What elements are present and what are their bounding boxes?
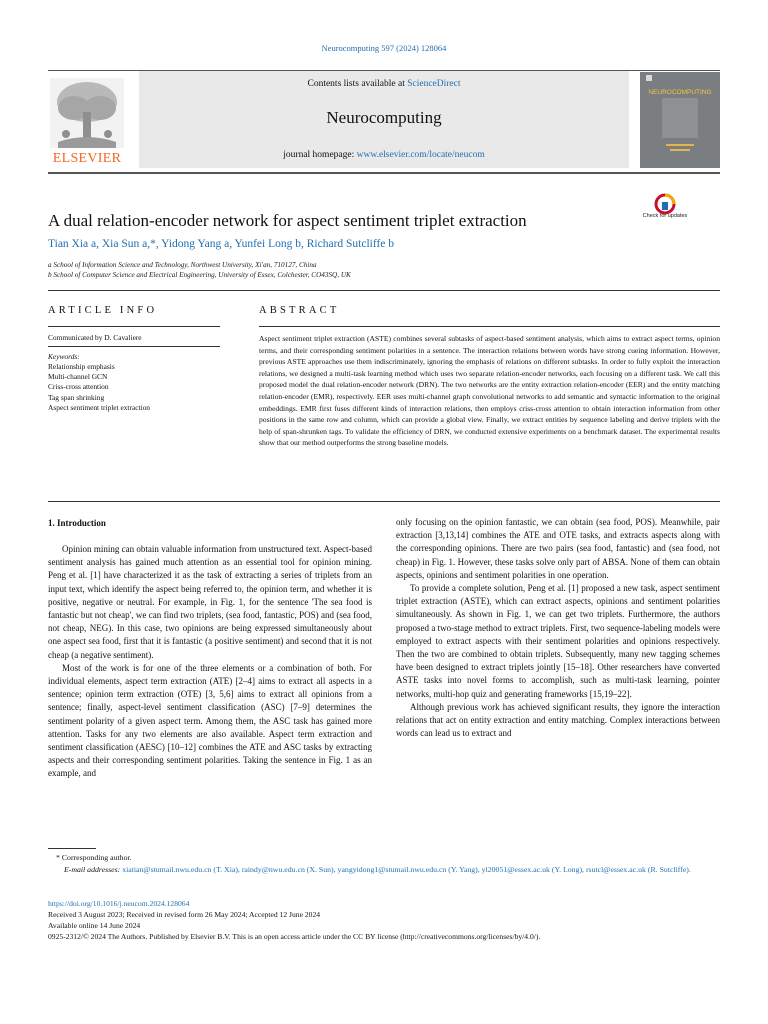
corresponding-author-note: * Corresponding author.: [56, 853, 132, 862]
journal-citation-link[interactable]: Neurocomputing 597 (2024) 128064: [321, 43, 447, 53]
article-title: A dual relation-encoder network for aspect sentiment triplet extraction: [48, 211, 527, 230]
footnote-rule: [48, 848, 96, 849]
cover-decoration: [640, 72, 720, 168]
affiliation-b: b School of Computer Science and Electrical Engineering, University of Essex, Colchester, CO43SQ, UK: [48, 271, 351, 279]
received-dates: Received 3 August 2023; Received in revised form 26 May 2024; Accepted 12 June 2024: [48, 910, 321, 919]
article-info-heading: ARTICLE INFO: [48, 305, 158, 316]
keywords-rule: [48, 346, 220, 347]
doi-link[interactable]: https://doi.org/10.1016/j.neucom.2024.128064: [48, 899, 190, 908]
paragraph: Most of the work is for one of the three elements or a combination of both. For individual elements, aspect term extraction (ATE) [2–4] aims to extract all aspects in a sentence; opinion term extraction (OTE) [3, 5,6] aims to extract all opinions from a sentence; finally, aspect-level sentiment classification (ASC) [7–9] determines the sentiment polarity of a given aspect term. Among them, the ASC task has gained more attention. Tasks for any two elements are also available. Aspect term extraction and sentiment classification (AESC) [10–12] combines the ATE and ASC tasks by extracting aspects and their corresponding sentiment polarities. Taking the sentence in Fig. 1 as an example, and: [48, 662, 372, 779]
keyword: Criss-cross attention: [48, 382, 109, 392]
keyword: Relationship emphasis: [48, 362, 115, 371]
paragraph: To provide a complete solution, Peng et al. [1] proposed a new task, aspect sentiment triplet extraction (ASTE), which can extract aspects, opinions and sentiment polarities simultaneously. As shown in Fig. 1, we can get two triplets. Furthermore, the authors proposed a two-stage method to extract triplets. First, two sequence-labeling models were employed to extract aspects with their sentiment polarities and opinions respectively. Then the two are combined to obtain triplets. Subsequently, many new tagging schemes have been designed to extract triplets jointly [15–18]. Other researchers have converted ASTE tasks into novel forms to accomplish, such as multi-task learning, pointer networks, multi-hop quiz and generating frameworks [15,19–22].: [396, 583, 720, 699]
license-statement: 0925-2312/© 2024 The Authors. Published by Elsevier B.V. This is an open access article under the CC BY license (http://creativecommons.org/licenses/by/4.0/).: [48, 932, 541, 941]
footnote: [48, 852, 720, 875]
body-column-left: [48, 543, 372, 781]
check-for-updates-icon[interactable]: [647, 193, 683, 229]
sciencedirect-link[interactable]: ScienceDirect: [407, 79, 461, 89]
author-list[interactable]: Tian Xia a, Xia Sun a,*, Yidong Yang a, Yunfei Long b, Richard Sutcliffe b: [48, 238, 395, 250]
homepage-link[interactable]: www.elsevier.com/locate/neucom: [356, 150, 485, 160]
paragraph: Opinion mining can obtain valuable information from unstructured text. Aspect-based sentiment analysis has gained much attention as an essential tool for opinion mining. Peng et al. [1] have characterized it as the task of extracting a series of triplets from an input text, which identify the aspect being referred to, the opinion term, and whether it is positive, negative or neutral. For example, in Fig. 1, for the sentence 'The sea food is fantastic but not cheap', we can find two triplets, (sea food, fantastic, POS) and (sea food, not cheap, NEG). In this case, two opinions are being expressed simultaneously about one aspect sea food, first that it is fantastic (a positive sentiment) and second that it is not cheap (a negative sentiment).: [48, 544, 372, 660]
keyword-list: [48, 362, 150, 413]
abstract-text: Aspect sentiment triplet extraction (ASTE) combines several subtasks of aspect-based sentiment analysis, which aims to extract aspect terms, opinion terms, and their corresponding sentiment polarities in a sentence. The interaction relations between words have strong cueing information. However, previous ASTE approaches use them indiscriminately, ignoring the emphasis of relations on different subtasks. In order to fully exploit the interaction relations, we designed a multi-task learning method which uses two separate relation-encoder networks, each focusing on a different task. We call this proposed model the dual relation-encoder network (DRN). The two networks are the entity extraction relation-encoder (EER) and the entity matching relation-encoder (EMR), respectively. EER uses multi-channel graph convolutional networks to add semantic and syntactic information to the original embeddings. EMR first fuses different kinds of interaction relations, then employs criss-cross attention to obtain interaction information from other positions in the same row and column, which can provide a global view. Finally, we extract entities by sequence labeling and derive triplets with the help of span-shrunken tags. To validate the efficiency of DRN, we conducted extensive experiments on a benchmark dataset. The experimental results show that our method outperforms the strong baseline models.: [259, 334, 720, 448]
email-links[interactable]: xiatian@stumail.nwu.edu.cn (T. Xia), raindy@nwu.edu.cn (X. Sun), yangyidong1@stumail.nwu.edu.cn (Y. Yang), yl20051@essex.ac.uk (Y. Long), rsutcl@essex.ac.uk (R. Sutcliffe).: [122, 864, 691, 874]
contents-line: [139, 79, 629, 89]
elsevier-wordmark: ELSEVIER: [52, 151, 122, 166]
cover-title: NEUROCOMPUTING: [648, 89, 712, 96]
header-bottom-rule: [48, 172, 720, 174]
body-column-right: [396, 516, 720, 740]
homepage-line: [139, 150, 629, 160]
keyword: Tag span shrinking: [48, 392, 105, 402]
section-heading-introduction: 1. Introduction: [48, 518, 106, 528]
article-info-rule: [48, 326, 220, 327]
keywords-label: Keywords:: [48, 352, 80, 361]
check-for-updates-label: Check for updates: [642, 213, 688, 219]
front-matter-rule: [48, 290, 720, 291]
paragraph: only focusing on the opinion fantastic, we can obtain (sea food, POS). Meanwhile, pair extraction [3,13,14] combines the ATE and OTE tasks, and extracts aspects along with the corresponding opinions. There are two pairs (sea food, fantastic) and (sea food, not cheap) in Fig. 1. However, these tasks solve only part of ABSA. None of them can obtain aspects, opinions and sentiment polarities in one operation.: [396, 517, 720, 580]
homepage-prefix: journal homepage:: [283, 150, 357, 160]
keyword: Multi-channel GCN: [48, 372, 108, 382]
abstract-heading: ABSTRACT: [259, 305, 340, 316]
keyword: Aspect sentiment triplet extraction: [48, 402, 151, 412]
abstract-end-rule: [48, 501, 720, 502]
contents-prefix: Contents lists available at: [307, 79, 408, 89]
journal-name: Neurocomputing: [326, 108, 442, 127]
email-label: E-mail addresses:: [64, 864, 123, 874]
available-online: Available online 14 June 2024: [48, 921, 141, 930]
affiliation-a: a School of Information Science and Technology, Northwest University, Xi'an, 710127, China: [48, 261, 317, 269]
email-addresses: [48, 864, 720, 876]
abstract-rule: [259, 326, 720, 327]
paragraph: Although previous work has achieved significant results, they ignore the interaction relations that act on entity extraction and entity matching. Complex interactions between words can lead us to extract and: [396, 701, 720, 739]
publication-meta: [48, 898, 728, 942]
communicated-by: Communicated by D. Cavaliere: [48, 333, 142, 342]
